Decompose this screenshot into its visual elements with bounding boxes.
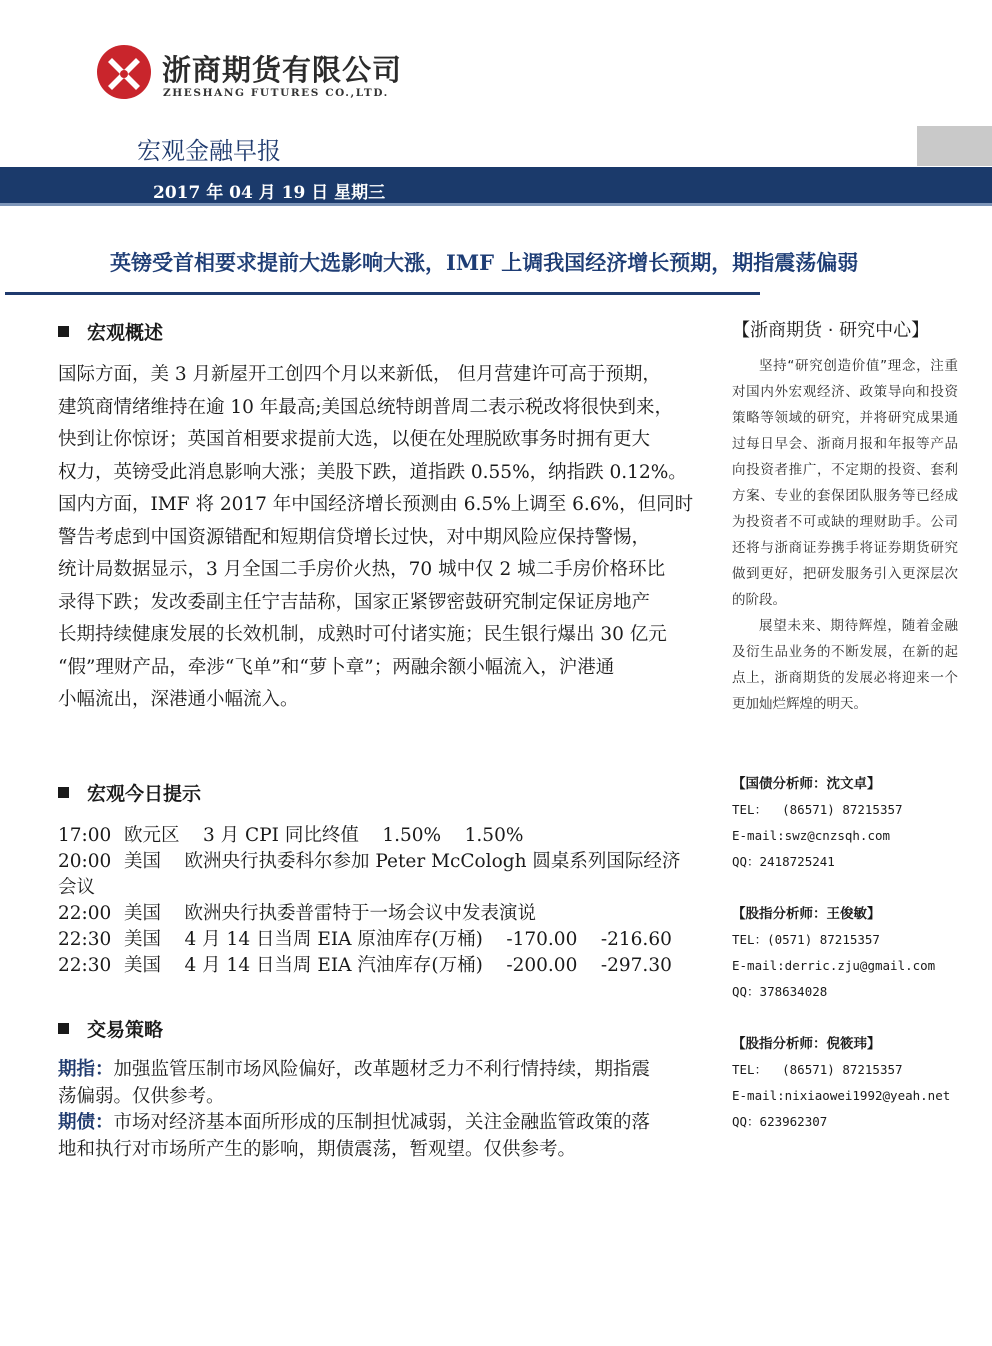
overview-line: 国内方面，IMF 将 2017 年中国经济增长预测由 6.5%上调至 6.6%，但同时 (58, 494, 694, 515)
analyst-name: 【股指分析师：倪筱玮】 (732, 1036, 881, 1052)
strategy-line (58, 1057, 710, 1084)
analyst-card (732, 771, 972, 875)
schedule-row (58, 953, 718, 979)
schedule-event: 美国 4 月 14 日当周 EIA 原油库存(万桶) -170.00 -216.60 (124, 929, 672, 950)
analyst-email: E-mail:swz@cnzsqh.com (732, 828, 891, 843)
schedule-row (58, 927, 718, 953)
schedule-time: 22:30 (58, 955, 112, 976)
analyst-qq: QQ：623962307 (732, 1114, 828, 1129)
overview-line: 快到让你惊讶；英国首相要求提前大选，以便在处理脱欧事务时拥有更大 (58, 429, 651, 450)
overview-line: 权力，英镑受此消息影响大涨；美股下跌，道指跌 0.55%，纳指跌 0.12%。 (58, 461, 687, 483)
strategy-body (58, 1057, 710, 1163)
schedule-event: 美国 欧洲央行执委科尔参加 Peter McCologh 圆桌系列国际经济 (124, 851, 681, 872)
overview-line: 长期持续健康发展的长效机制，成熟时可付诸实施；民生银行爆出 30 亿元 (58, 624, 667, 645)
schedule-event: 会议 (58, 877, 96, 898)
intro-paragraph: 坚持“研究创造价值”理念，注重对国内外宏观经济、政策导向和投资策略等领域的研究，并将研究成果通过每日早会、浙商月报和年报等产品向投资者推广，不定期的投资、套利方案、专业的套保团队服务等已经成为投资者不可或缺的理财助手。公司还将与浙商证券携手将证券期货研究做到更好，把研发服务引入更深层次的阶段。 (732, 358, 958, 608)
overview-line: 小幅流出，深港通小幅流入。 (58, 689, 299, 710)
analyst-tel: TEL： (86571) 87215357 (732, 1062, 903, 1077)
headline: 英镑受首相要求提前大选影响大涨，IMF 上调我国经济增长预期，期指震荡偏弱 (110, 250, 859, 275)
schedule-time: 17:00 (58, 825, 112, 846)
analyst-tel: TEL： (86571) 87215357 (732, 802, 903, 817)
research-center-heading: 【浙商期货 · 研究中心】 (732, 320, 930, 341)
section-heading-today (58, 779, 201, 806)
square-bullet-icon (58, 787, 69, 798)
schedule-event: 美国 欧洲央行执委普雷特于一场会议中发表演说 (124, 903, 537, 924)
overview-body (58, 359, 710, 717)
analyst-email: E-mail:nixiaowei1992@yeah.net (732, 1088, 951, 1103)
section-title: 宏观今日提示 (87, 783, 202, 805)
analyst-card (732, 901, 972, 1005)
square-bullet-icon (58, 1023, 69, 1034)
header-gray-block (917, 126, 992, 166)
overview-line: “假”理财产品，牵涉“飞单”和“萝卜章”；两融余额小幅流入，沪港通 (58, 656, 615, 678)
overview-line: 录得下跌；发改委副主任宁吉喆称，国家正紧锣密鼓研究制定保证房地产 (58, 591, 651, 613)
analyst-name: 【国债分析师：沈文卓】 (732, 776, 881, 792)
date-bar (0, 167, 992, 206)
schedule-time: 22:00 (58, 903, 112, 924)
strategy-label: 期指： (58, 1059, 114, 1080)
overview-line: 国际方面，美 3 月新屋开工创四个月以来新低， 但月营建许可高于预期， (58, 364, 661, 385)
research-center-intro (732, 353, 958, 717)
strategy-line: 地和执行对市场所产生的影响，期债震荡，暂观望。仅供参考。 (58, 1138, 577, 1160)
schedule-time: 20:00 (58, 851, 112, 872)
schedule-row (58, 849, 718, 875)
section-title: 宏观概述 (87, 322, 164, 344)
analyst-email: E-mail:derric.zju@gmail.com (732, 958, 936, 973)
schedule-event: 美国 4 月 14 日当周 EIA 汽油库存(万桶) -200.00 -297.30 (124, 955, 672, 976)
analyst-tel: TEL：(0571) 87215357 (732, 932, 880, 947)
analyst-qq: QQ：2418725241 (732, 854, 835, 869)
strategy-line: 荡偏弱。仅供参考。 (58, 1085, 225, 1107)
schedule-list (58, 823, 718, 979)
schedule-row (58, 875, 718, 901)
schedule-row (58, 901, 718, 927)
square-bullet-icon (58, 326, 69, 337)
overview-line: 建筑商情绪维持在逾 10 年最高;美国总统特朗普周二表示税改将很快到来， (58, 396, 674, 418)
report-date: 2017 年 04 月 19 日 星期三 (153, 183, 386, 203)
intro-paragraph: 展望未来、期待辉煌，随着金融及衍生品业务的不断发展，在新的起点上，浙商期货的发展必将迎来一个更加灿烂辉煌的明天。 (732, 618, 958, 712)
headline-divider (5, 292, 760, 295)
overview-line: 统计局数据显示，3 月全国二手房价火热，70 城中仅 2 城二手房价格环比 (58, 559, 666, 580)
strategy-text: 市场对经济基本面所形成的压制担忧减弱，关注金融监管政策的落 (113, 1112, 651, 1133)
section-title: 交易策略 (87, 1019, 164, 1041)
schedule-event: 欧元区 3 月 CPI 同比终值 1.50% 1.50% (124, 825, 524, 846)
schedule-row (58, 823, 718, 849)
strategy-label: 期债： (58, 1112, 114, 1133)
strategy-text: 加强监管压制市场风险偏好，改革题材乏力不利行情持续，期指震 (113, 1059, 651, 1080)
section-heading-strategy (58, 1015, 163, 1042)
report-title: 宏观金融早报 (137, 137, 281, 165)
analyst-name: 【股指分析师：王俊敏】 (732, 906, 881, 922)
section-heading-overview (58, 318, 163, 345)
overview-line: 警告考虑到中国资源错配和短期信贷增长过快，对中期风险应保持警惕， (58, 526, 651, 548)
schedule-time: 22:30 (58, 929, 112, 950)
company-name-en: ZHESHANG FUTURES CO.,LTD. (163, 87, 389, 99)
analyst-card (732, 1031, 972, 1135)
company-name-cn: 浙商期货有限公司 (162, 53, 403, 87)
zheshang-logo-icon (96, 44, 152, 100)
analyst-qq: QQ：378634028 (732, 984, 828, 999)
strategy-line (58, 1110, 710, 1137)
